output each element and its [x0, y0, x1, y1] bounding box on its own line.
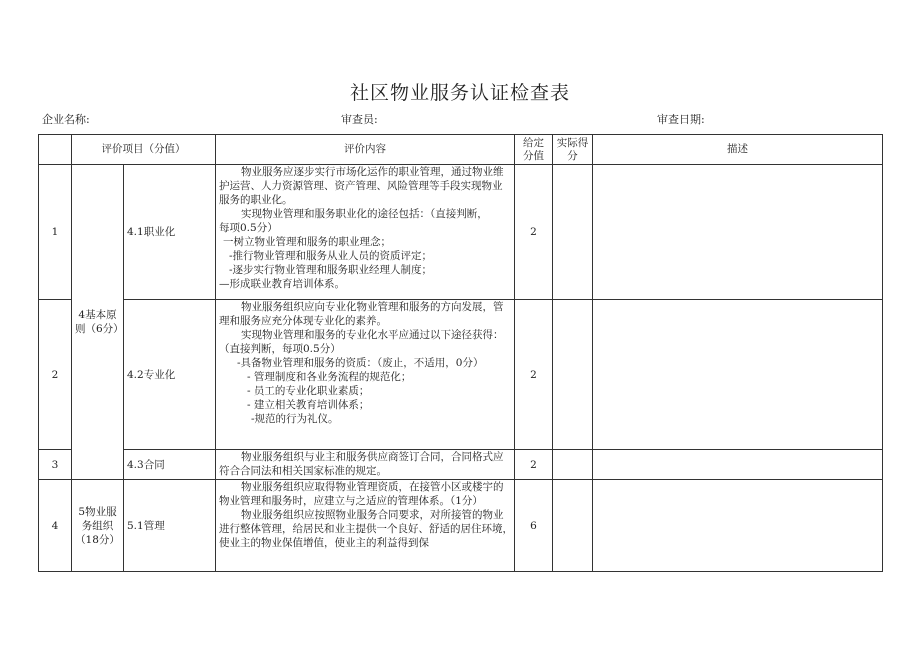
table-row — [39, 165, 883, 300]
score-actual-cell[interactable] — [553, 480, 593, 572]
content-line: 物业服务组织应向专业化物业管理和服务的方向发展，管 — [241, 301, 504, 313]
inspector-label: 审查员: — [341, 113, 378, 126]
content-line: 符合合同法和相关国家标准的规定。 — [219, 465, 387, 477]
score-given: 2 — [515, 300, 553, 450]
content-line: - 管理制度和各业务流程的规范化； — [247, 371, 412, 383]
table-row — [39, 300, 883, 450]
score-actual-cell[interactable] — [553, 450, 593, 480]
content-line: 护运营、人力资源管理、资产管理、风险管理等手段实现物业 — [219, 180, 503, 192]
content-line: 物业服务组织与业主和服务供应商签订合同，合同格式应 — [241, 451, 504, 463]
header-row — [39, 135, 883, 165]
category-basic: 4基本原则（6分） — [72, 165, 124, 480]
header-no — [39, 135, 72, 165]
row-number: 3 — [39, 450, 72, 480]
description-cell[interactable] — [593, 165, 883, 300]
content-line: -规范的行为礼仪。 — [251, 413, 339, 425]
score-actual-cell[interactable] — [553, 300, 593, 450]
description-cell[interactable] — [593, 480, 883, 572]
row-number: 2 — [39, 300, 72, 450]
header-content: 评价内容 — [216, 135, 515, 165]
evaluation-content — [216, 165, 515, 300]
content-line: 服务的职业化。 — [219, 194, 293, 206]
evaluation-content — [216, 450, 515, 480]
content-line: -具备物业管理和服务的资质：（废止，不适用，0分） — [237, 357, 484, 369]
page-title: 社区物业服务认证检查表 — [349, 82, 570, 104]
header-item: 评价项目（分值） — [72, 135, 216, 165]
row-number: 1 — [39, 165, 72, 300]
row-number: 4 — [39, 480, 72, 572]
score-actual-cell[interactable] — [553, 165, 593, 300]
content-line: 使业主的物业保值增值，使业主的利益得到保 — [219, 537, 429, 549]
content-line: 实现物业管理和服务职业化的途径包括：（直接判断， — [241, 208, 488, 220]
content-line: 物业服务组织应取得物业管理资质，在接管小区或楼宇的 — [241, 481, 504, 493]
content-line: 进行整体管理，给居民和业主提供一个良好、舒适的居住环境， — [219, 523, 513, 535]
content-line: （直接判断，每项0.5分） — [219, 343, 341, 355]
content-line: - 员工的专业化职业素质； — [247, 385, 370, 397]
content-line: 物业服务应逐步实行市场化运作的职业管理，通过物业维 — [241, 166, 504, 178]
score-given: 6 — [515, 480, 553, 572]
header-score-given: 给定分值 — [515, 135, 553, 165]
content-line: 物业服务组织应按照物业服务合同要求，对所接管的物业 — [241, 509, 504, 521]
evaluation-content — [216, 300, 515, 450]
inspection-table — [38, 134, 883, 572]
evaluation-content — [216, 480, 515, 572]
company-name-label: 企业名称: — [42, 113, 90, 126]
description-cell[interactable] — [593, 300, 883, 450]
category-org: 5物业服务组织（18分） — [72, 480, 124, 572]
item-name: 4.1职业化 — [124, 165, 216, 300]
content-line: 一树立物业管理和服务的职业理念； — [223, 236, 391, 248]
content-line: -逐步实行物业管理和服务职业经理人制度； — [229, 264, 433, 276]
content-line: 每项0.5分） — [219, 222, 278, 234]
description-cell[interactable] — [593, 450, 883, 480]
content-line: 理和服务应充分体现专业化的素养。 — [219, 315, 387, 327]
item-name: 5.1管理 — [124, 480, 216, 572]
item-name: 4.3合同 — [124, 450, 216, 480]
score-given: 2 — [515, 165, 553, 300]
header-description: 描述 — [593, 135, 883, 165]
header-score-actual: 实际得分 — [553, 135, 593, 165]
table-row — [39, 450, 883, 480]
content-line: —形成联业教育培训体系。 — [219, 278, 345, 290]
content-line: 物业管理和服务时，应建立与之适应的管理体系。（1分） — [219, 495, 483, 507]
audit-date-label: 审查日期: — [657, 113, 705, 126]
table-row — [39, 480, 883, 572]
content-line: -推行物业管理和服务从业人员的资质评定； — [229, 250, 433, 262]
content-line: 实现物业管理和服务的专业化水平应通过以下途径获得： — [241, 329, 504, 341]
score-given: 2 — [515, 450, 553, 480]
content-line: - 建立相关教育培训体系； — [247, 399, 370, 411]
item-name: 4.2专业化 — [124, 300, 216, 450]
